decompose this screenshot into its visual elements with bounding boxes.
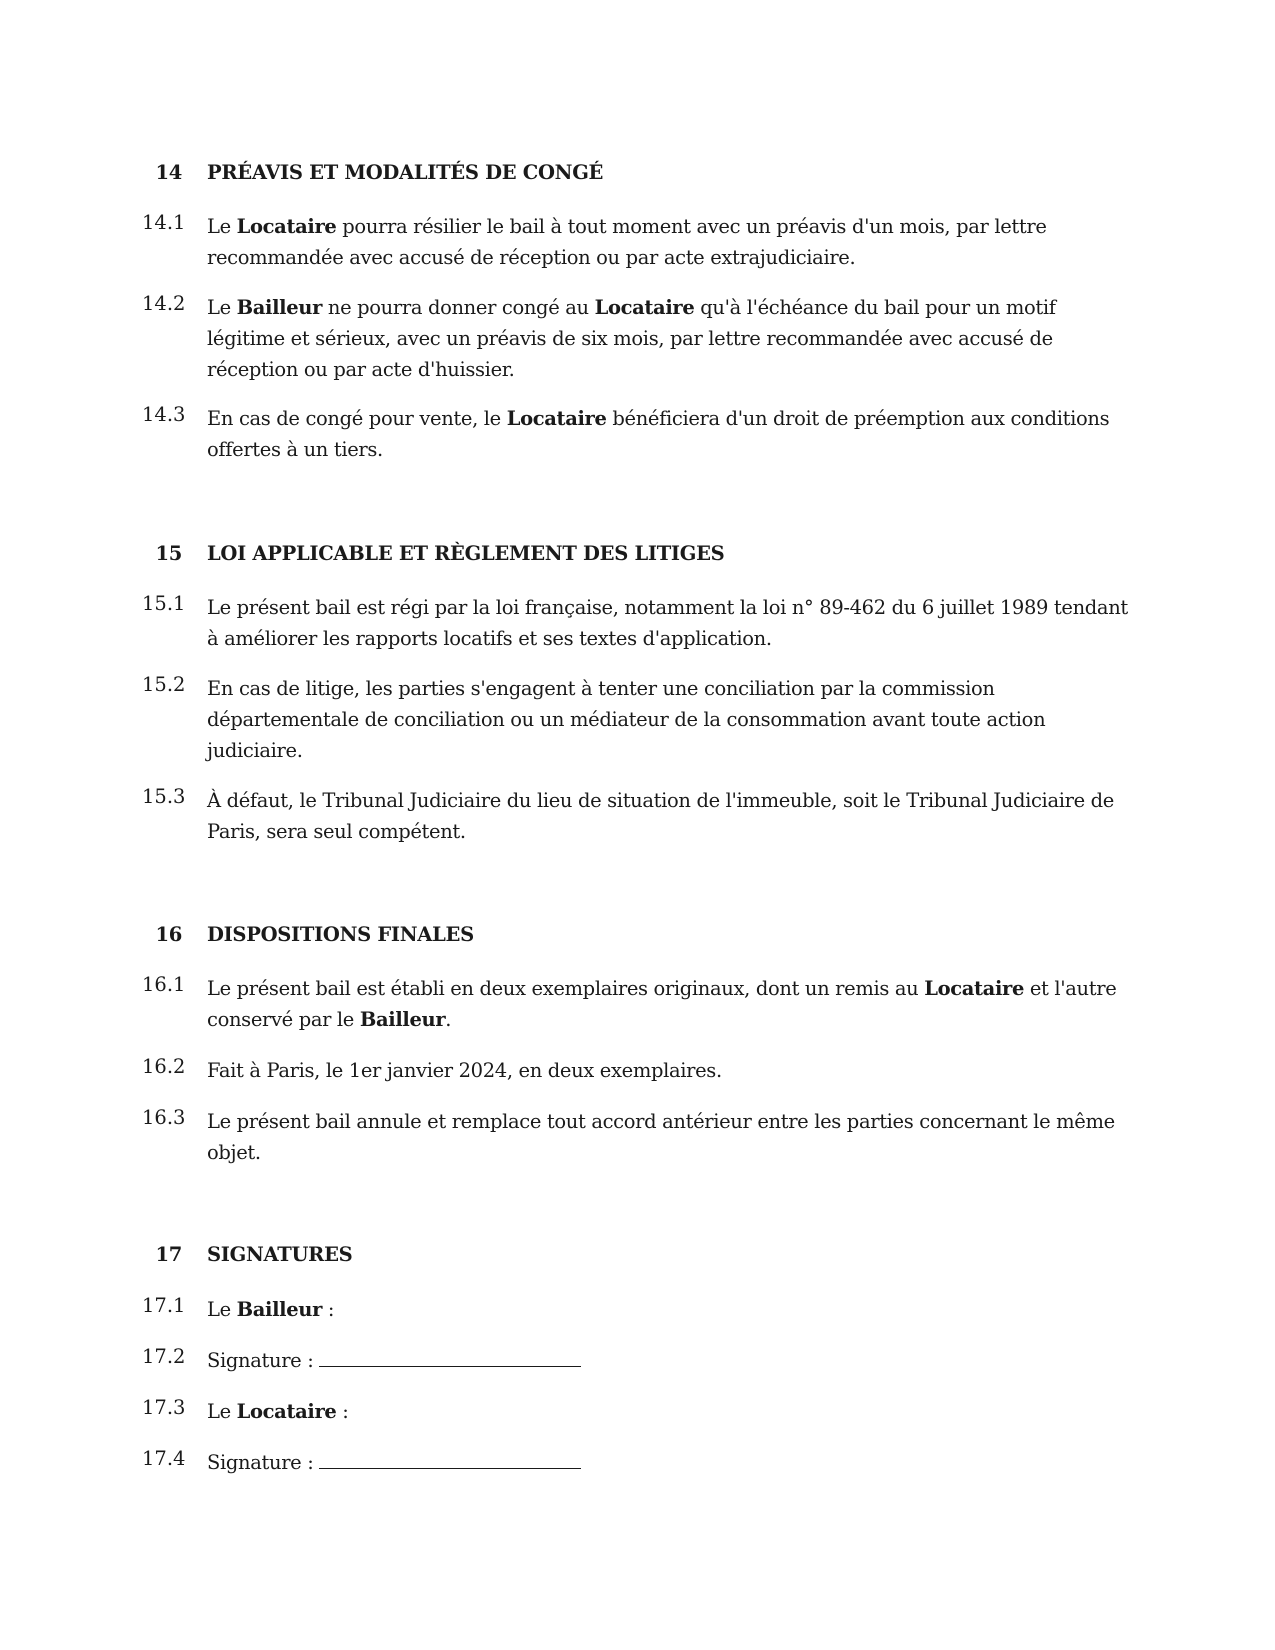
clause-number: 16.2 [142,1055,186,1078]
clause-text: Le Locataire : [207,1400,349,1423]
section-heading [0,542,1275,572]
clause-number: 14.3 [142,403,186,426]
section-heading [0,1243,1275,1273]
section-title: PRÉAVIS ET MODALITÉS DE CONGÉ [207,161,604,184]
section-number: 17 [155,1243,182,1266]
section-number: 15 [155,542,182,565]
section-title: LOI APPLICABLE ET RÈGLEMENT DES LITIGES [207,542,725,565]
clause-number: 17.4 [142,1447,186,1470]
clause-number: 17.1 [142,1294,186,1317]
section-title: SIGNATURES [207,1243,353,1266]
section-number: 14 [155,161,182,184]
clause-text: Le Bailleur : [207,1298,335,1321]
clause-number: 14.1 [142,211,186,234]
section-number: 16 [155,923,182,946]
clause-text: Signature : [207,1345,1137,1376]
clause-text: En cas de litige, les parties s'engagent à tenter une conciliation par la commission départementale de conciliation ou un médiateur de la consommation avant toute action judiciaire. [207,677,1046,762]
clause-number: 15.2 [142,673,186,696]
clause-text: Le présent bail est établi en deux exemplaires originaux, dont un remis au Locataire et l'autre conservé par le Bailleur. [207,977,1117,1031]
clause-number: 15.1 [142,592,186,615]
section-heading [0,161,1275,191]
clause-number: 17.2 [142,1345,186,1368]
clause-number: 14.2 [142,292,186,315]
section-heading [0,923,1275,953]
clause-text: Signature : [207,1447,1137,1478]
clause-text: Le Locataire pourra résilier le bail à tout moment avec un préavis d'un mois, par lettre recommandée avec accusé de réception ou par acte extrajudiciaire. [207,215,1047,269]
signature-line[interactable] [319,1348,581,1367]
signature-line[interactable] [319,1450,581,1469]
section-title: DISPOSITIONS FINALES [207,923,474,946]
clause-number: 17.3 [142,1396,186,1419]
clause-text: Fait à Paris, le 1er janvier 2024, en deux exemplaires. [207,1059,722,1082]
clause-text: Le Bailleur ne pourra donner congé au Locataire qu'à l'échéance du bail pour un motif légitime et sérieux, avec un préavis de six mois, par lettre recommandée avec accusé de réception ou par acte d'huissier. [207,296,1056,381]
clause-number: 15.3 [142,785,186,808]
clause-text: En cas de congé pour vente, le Locataire bénéficiera d'un droit de préemption aux conditions offertes à un tiers. [207,407,1110,461]
clause-number: 16.1 [142,973,186,996]
clause-text: À défaut, le Tribunal Judiciaire du lieu de situation de l'immeuble, soit le Tribunal Judiciaire de Paris, sera seul compétent. [207,789,1114,843]
clause-text: Le présent bail est régi par la loi française, notamment la loi n° 89-462 du 6 juillet 1989 tendant à améliorer les rapports locatifs et ses textes d'application. [207,596,1128,650]
clause-text: Le présent bail annule et remplace tout accord antérieur entre les parties concernant le même objet. [207,1110,1115,1164]
clause-number: 16.3 [142,1106,186,1129]
